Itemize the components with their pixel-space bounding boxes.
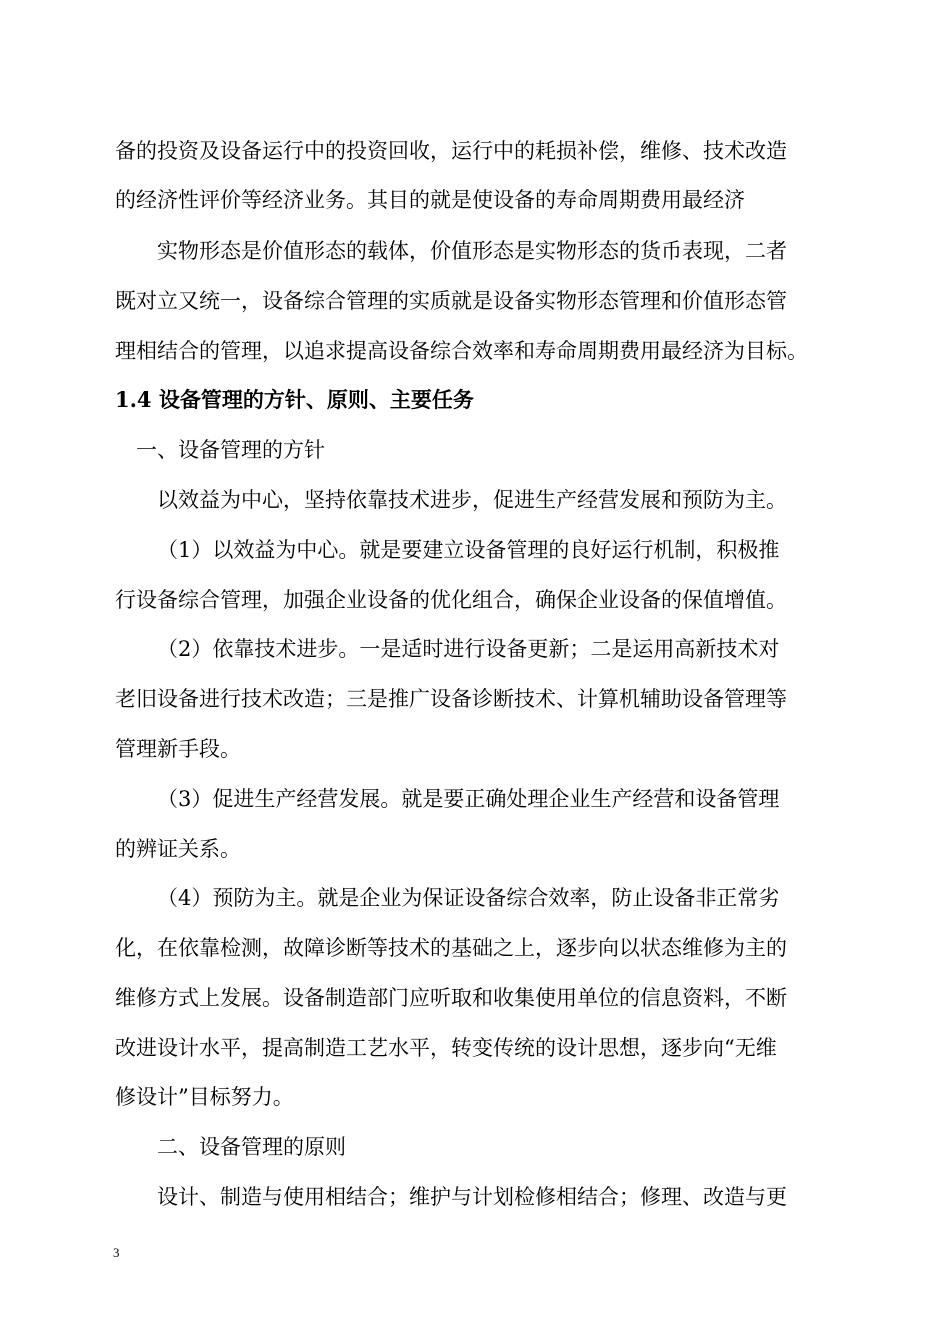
body-line: 改进设计水平，提高制造工艺水平，转变传统的设计思想，逐步向“无维: [115, 1036, 777, 1060]
body-line: 既对立又统一，设备综合管理的实质就是设备实物形态管理和价值形态管: [115, 289, 787, 313]
paragraph-first-line: 实物形态是价值形态的载体，价值形态是实物形态的货币表现，二者: [157, 239, 787, 263]
list-item-first-line: （4）预防为主。就是企业为保证设备综合效率，防止设备非正常劣: [157, 886, 780, 910]
subsection-heading: 一、设备管理的方针: [136, 438, 325, 462]
body-line: 修设计”目标努力。: [115, 1085, 294, 1109]
section-heading: 1.4 设备管理的方针、原则、主要任务: [115, 387, 474, 412]
body-line: 管理新手段。: [115, 737, 241, 761]
page-number: 3: [113, 1245, 120, 1260]
body-line: 化，在依靠检测，故障诊断等技术的基础之上，逐步向以状态维修为主的: [115, 936, 787, 960]
subsection-heading: 二、设备管理的原则: [157, 1135, 346, 1159]
body-line: 老旧设备进行技术改造；三是推广设备诊断技术、计算机辅助设备管理等: [115, 687, 787, 711]
list-item-first-line: （2）依靠技术进步。一是适时进行设备更新；二是运用高新技术对: [157, 637, 780, 661]
list-item-first-line: （1）以效益为中心。就是要建立设备管理的良好运行机制，积极推: [157, 538, 780, 562]
list-item-first-line: （3）促进生产经营发展。就是要正确处理企业生产经营和设备管理: [157, 787, 780, 811]
body-line: 维修方式上发展。设备制造部门应听取和收集使用单位的信息资料，不断: [115, 986, 787, 1010]
body-line: 的辨证关系。: [115, 837, 241, 861]
paragraph-first-line: 以效益为中心，坚持依靠技术进步，促进生产经营发展和预防为主。: [157, 488, 787, 512]
body-line: 备的投资及设备运行中的投资回收，运行中的耗损补偿，维修、技术改造: [115, 139, 787, 163]
body-line: 的经济性评价等经济业务。其目的就是使设备的寿命周期费用最经济: [115, 188, 745, 212]
paragraph-first-line: 设计、制造与使用相结合；维护与计划检修相结合；修理、改造与更: [157, 1185, 787, 1209]
body-line: 理相结合的管理，以追求提高设备综合效率和寿命周期费用最经济为目标。: [115, 339, 808, 363]
body-line: 行设备综合管理，加强企业设备的优化组合，确保企业设备的保值增值。: [115, 588, 787, 612]
